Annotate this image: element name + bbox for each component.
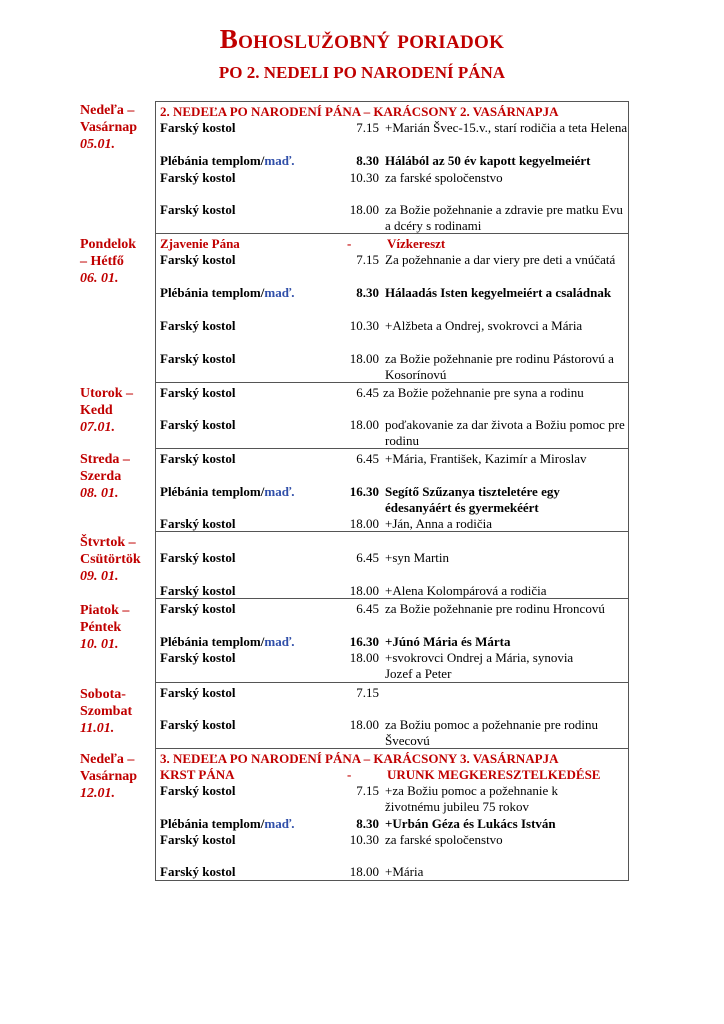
mass-intention: +svokrovci Ondrej a Mária, synovia Jozef a Peter (385, 650, 574, 681)
mass-time: 18.00 (349, 864, 379, 879)
mass-intention: +Mária, František, Kazimír a Miroslav (385, 451, 587, 466)
mass-time: 8.30 (356, 153, 379, 168)
mass-place: Farský kostol (160, 120, 236, 135)
mass-intention: za Božie požehnanie a zdravie pre matku Evu a dcéry s rodinami (385, 202, 623, 233)
mass-place: Farský kostol (160, 783, 236, 798)
day-label (80, 534, 156, 585)
mass-time: 6.45 (356, 451, 379, 466)
day-date: 05.01. (80, 137, 115, 152)
language-tag: maď. (264, 634, 295, 649)
day-label (80, 751, 156, 802)
mass-place: Farský kostol (160, 202, 236, 217)
mass-place: Plébánia templom/maď. (160, 634, 295, 649)
day-label (80, 602, 156, 653)
day-date: 09. 01. (80, 569, 119, 584)
mass-place: Farský kostol (160, 451, 236, 466)
mass-place: Farský kostol (160, 385, 236, 400)
mass-time: 8.30 (356, 816, 379, 831)
day-label (80, 686, 156, 737)
language-tag: maď. (264, 816, 295, 831)
mass-time: 7.15 (356, 685, 379, 700)
mass-intention: +za Božiu pomoc a požehnanie k životnému jubileu 75 rokov (385, 783, 559, 814)
mass-time: 8.30 (356, 285, 379, 300)
mass-time: 18.00 (349, 583, 379, 598)
mass-place: Farský kostol (160, 351, 236, 366)
mass-time: 7.15 (356, 783, 379, 798)
schedule-block-wednesday-0801 (155, 448, 629, 532)
schedule-block-monday-0601 (155, 233, 629, 383)
mass-time: 10.30 (349, 832, 379, 847)
mass-time: 7.15 (356, 120, 379, 135)
language-tag: maď. (264, 285, 295, 300)
mass-intention: +Mária (385, 864, 424, 879)
mass-place: Plébánia templom/maď. (160, 153, 295, 168)
mass-place: Farský kostol (160, 550, 236, 565)
mass-time: 18.00 (349, 351, 379, 366)
schedule-block-thursday-0901 (155, 531, 629, 599)
mass-intention: +Marián Švec-15.v., starí rodičia a teta Helena (385, 120, 628, 135)
mass-intention: +Urbán Géza és Lukács István (385, 816, 556, 831)
day-name-hu: Szombat (80, 704, 133, 719)
mass-time: 7.15 (356, 252, 379, 267)
mass-intention: +syn Martin (385, 550, 450, 565)
mass-place: Farský kostol (160, 864, 236, 879)
language-tag: maď. (264, 484, 295, 499)
mass-place: Plébánia templom/maď. (160, 285, 295, 300)
day-name-hu: Szerda (80, 469, 122, 484)
day-name-hu: – Hétfő (80, 254, 124, 269)
day-date: 07.01. (80, 420, 115, 435)
day-date: 10. 01. (80, 637, 119, 652)
day-name-sk: Streda – (80, 452, 130, 467)
mass-intention: Za požehnanie a dar viery pre deti a vnúčatá (385, 252, 616, 267)
day-label (80, 102, 156, 153)
mass-intention: za Božie požehnanie pre rodinu Pástorovú a Kosorínovú (385, 351, 614, 382)
day-name-sk: Štvrtok – (80, 535, 136, 550)
page-subtitle: PO 2. NEDELI PO NARODENÍ PÁNA (218, 63, 506, 82)
feast-name-hu: URUNK MEGKERESZTELKEDÉSE (387, 767, 601, 782)
mass-intention: Hálaadás Isten kegyelmeiért a családnak (385, 285, 612, 300)
feast-name-hu: Vízkereszt (387, 236, 446, 251)
mass-intention: za Božie požehnanie pre syna a rodinu (383, 385, 584, 400)
day-date: 08. 01. (80, 486, 119, 501)
day-name-sk: Piatok – (80, 603, 130, 618)
day-label (80, 451, 156, 502)
mass-time: 16.30 (349, 634, 379, 649)
schedule-block-sunday-0501 (155, 101, 629, 234)
day-date: 06. 01. (80, 271, 119, 286)
schedule-block-tuesday-0701 (155, 382, 629, 449)
mass-place: Plébánia templom/maď. (160, 484, 295, 499)
day-name-hu: Péntek (80, 620, 122, 635)
day-name-hu: Kedd (80, 403, 113, 418)
day-name-sk: Nedeľa – (80, 103, 135, 118)
mass-place: Plébánia templom/maď. (160, 816, 295, 831)
mass-intention: za farské spoločenstvo (385, 170, 503, 185)
mass-time: 6.45 (356, 550, 379, 565)
mass-time: 10.30 (349, 318, 379, 333)
mass-time: 6.45 (356, 385, 379, 400)
mass-place: Farský kostol (160, 832, 236, 847)
mass-time: 10.30 (349, 170, 379, 185)
mass-place: Farský kostol (160, 583, 236, 598)
mass-intention: za Božiu pomoc a požehnanie pre rodinu Švecovú (385, 717, 598, 748)
mass-intention: Segítő Szűzanya tiszteletére egy édesanyáért és gyermekéért (385, 484, 560, 515)
page-title: Bohoslužobný poriadok (219, 24, 505, 54)
mass-place: Farský kostol (160, 685, 236, 700)
day-label (80, 385, 156, 436)
mass-time: 16.30 (349, 484, 379, 499)
schedule-block-sunday-1201 (155, 748, 629, 881)
day-label (80, 236, 156, 287)
day-name-sk: Sobota- (80, 687, 126, 702)
day-name-hu: Csütörtök (80, 552, 141, 567)
mass-place: Farský kostol (160, 417, 236, 432)
day-name-sk: Utorok – (80, 386, 134, 401)
mass-place: Farský kostol (160, 650, 236, 665)
schedule-block-saturday-1101 (155, 682, 629, 749)
mass-intention: +Alžbeta a Ondrej, svokrovci a Mária (385, 318, 583, 333)
day-header: 3. NEDEĽA PO NARODENÍ PÁNA – KARÁCSONY 3. VASÁRNAPJA (160, 751, 559, 766)
mass-intention: za farské spoločenstvo (385, 832, 503, 847)
mass-intention: Hálából az 50 év kapott kegyelmeiért (385, 153, 591, 168)
mass-intention: za Božie požehnanie pre rodinu Hroncovú (385, 601, 605, 616)
day-name-hu: Vasárnap (80, 769, 138, 784)
mass-time: 6.45 (356, 601, 379, 616)
mass-time: 18.00 (349, 202, 379, 217)
mass-intention: +Alena Kolompárová a rodičia (385, 583, 547, 598)
mass-place: Farský kostol (160, 170, 236, 185)
mass-time: 18.00 (349, 717, 379, 732)
feast-separator: - (347, 236, 352, 251)
day-date: 12.01. (80, 786, 115, 801)
mass-place: Farský kostol (160, 318, 236, 333)
mass-intention: +Júnó Mária és Márta (385, 634, 511, 649)
feast-name-sk: Zjavenie Pána (160, 236, 240, 251)
feast-name-sk: KRST PÁNA (160, 767, 235, 782)
mass-intention: poďakovanie za dar života a Božiu pomoc pre rodinu (385, 417, 625, 448)
mass-time: 18.00 (349, 650, 379, 665)
mass-place: Farský kostol (160, 516, 236, 531)
language-tag: maď. (264, 153, 295, 168)
mass-place: Farský kostol (160, 601, 236, 616)
day-date: 11.01. (80, 721, 115, 736)
mass-time: 18.00 (349, 516, 379, 531)
day-header: 2. NEDEĽA PO NARODENÍ PÁNA – KARÁCSONY 2. VASÁRNAPJA (160, 104, 559, 119)
day-name-sk: Nedeľa – (80, 752, 135, 767)
mass-intention: +Ján, Anna a rodičia (385, 516, 492, 531)
schedule-block-friday-1001 (155, 598, 629, 683)
mass-time: 18.00 (349, 417, 379, 432)
mass-place: Farský kostol (160, 717, 236, 732)
day-name-sk: Pondelok (80, 237, 137, 252)
mass-place: Farský kostol (160, 252, 236, 267)
feast-separator: - (347, 767, 352, 782)
day-name-hu: Vasárnap (80, 120, 138, 135)
